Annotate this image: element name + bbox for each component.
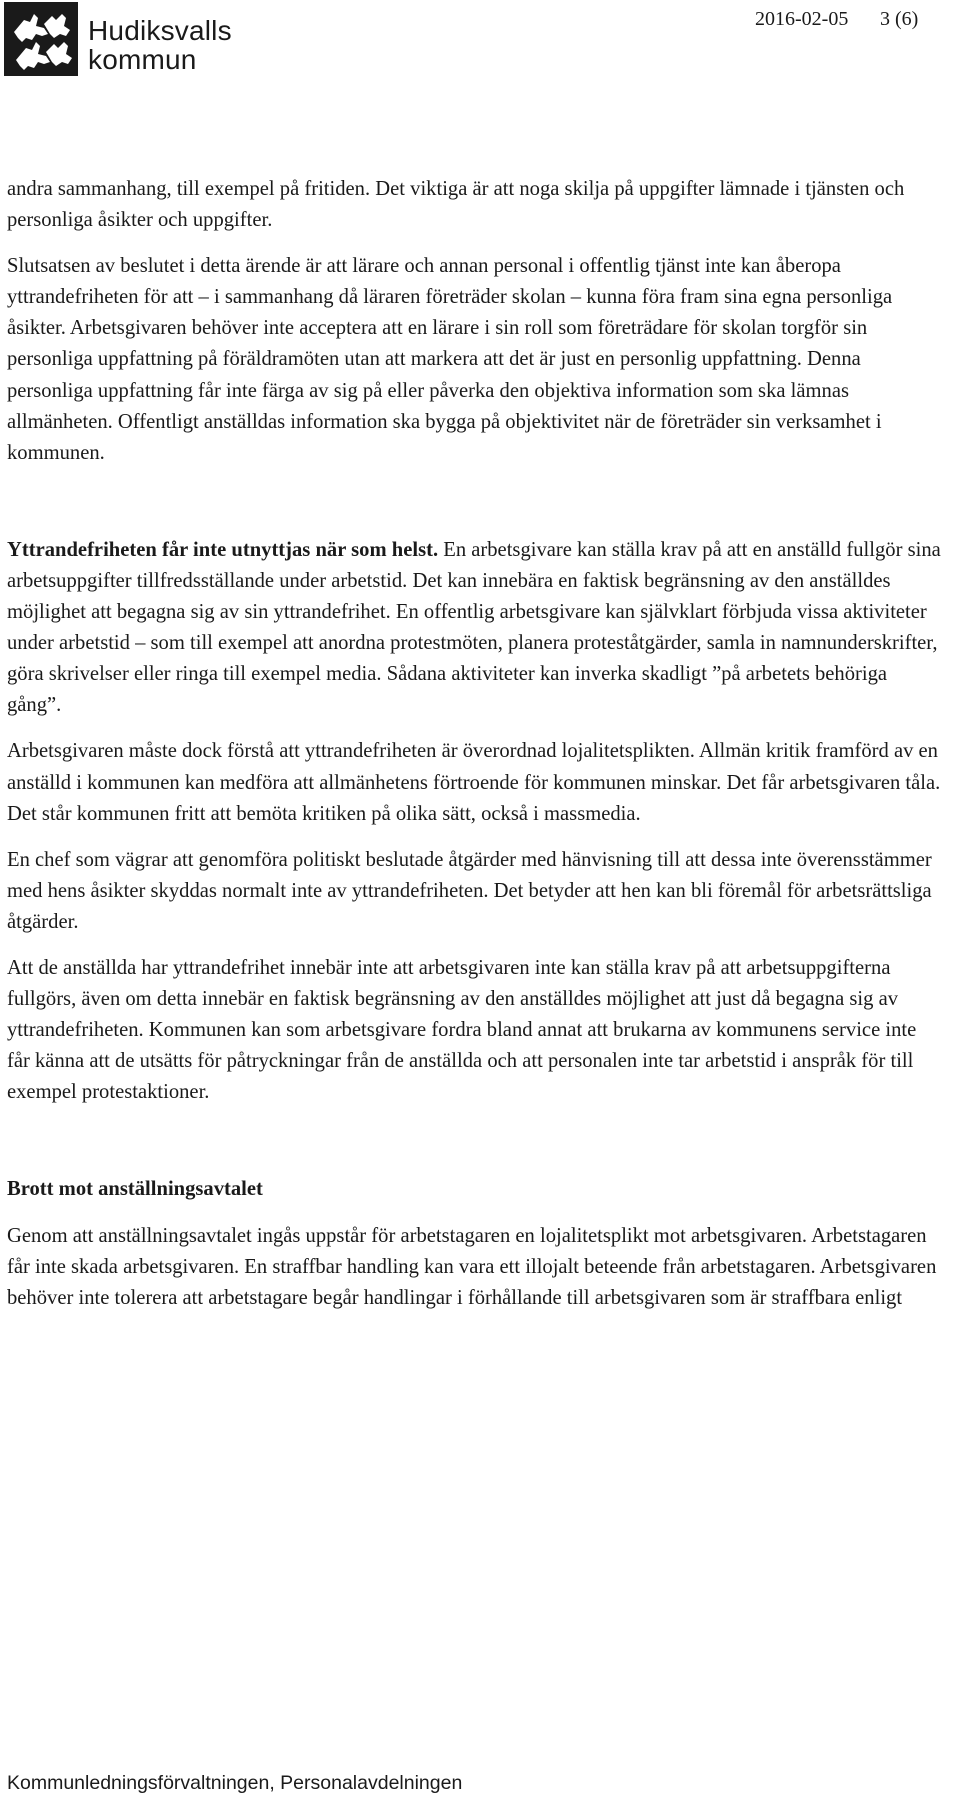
page-number: 3 (6)	[880, 8, 919, 30]
paragraph-1: andra sammanhang, till exempel på fritiden. Det viktiga är att noga skilja på uppgifter lämnade i tjänsten och personliga åsikter och uppgifter.	[7, 178, 905, 232]
logo-line-2: kommun	[88, 44, 197, 75]
coat-of-arms-icon	[4, 2, 78, 76]
paragraph-4: Arbetsgivaren måste dock förstå att yttrandefriheten är överordnad lojalitetsplikten. Allmän kritik framförd av en anställd i kommunen kan medföra att allmänhetens förtroende för kommunen minskar. Det får arbetsgivaren tåla. Det står kommunen fritt att bemöta kritiken på olika sätt, också i massmedia.	[7, 740, 941, 825]
paragraph-3	[7, 535, 942, 722]
paragraph-7: Genom att anställningsavtalet ingås uppstår för arbetstagaren en lojalitetsplikt mot arbetsgivaren. Arbetstagaren får inte skada arbetsgivaren. En straffbar handling kan vara ett illojalt beteende från arbetstagaren. Arbetsgivaren behöver inte tolerera att arbetstagare begår handlingar i förhållande till arbetsgivaren som är straffbara enligt	[7, 1224, 937, 1309]
document-date: 2016-02-05	[755, 8, 849, 30]
section-heading: Brott mot anställningsavtalet	[7, 1178, 263, 1201]
paragraph-2: Slutsatsen av beslutet i detta ärende är att lärare och annan personal i offentlig tjänst inte kan åberopa yttrandefriheten för att – i sammanhang då läraren företräder skolan – kunna föra fram sina egna personliga åsikter. Arbetsgivaren behöver inte acceptera att en lärare i sin roll som företrädare för skolan torgför sin personliga uppfattning på föräldramöten utan att markera att det är just en personlig uppfattning. Denna personliga uppfattning får inte färga av sig på eller påverka den objektiva information som ska lämnas allmänheten. Offentligt anställdas information ska bygga på objektivitet när de företräder sin verksamhet i kommunen.	[7, 255, 893, 464]
paragraph-3-body: En arbetsgivare kan ställa krav på att en anställd fullgör sina arbetsuppgifter tillfredsställande under arbetstid. Det kan innebära en faktisk begränsning av den anställdes möjlighet att begagna sig av sin yttrandefrihet. En offentlig arbetsgivare kan självklart förbjuda vissa aktiviteter under arbetstid – som till exempel att anordna protestmöten, planera proteståtgärder, samla in namnunderskrifter, göra skrivelser eller ringa till exempel media. Sådana aktiviteter kan inverka skadligt ”på arbetets behöriga gång”.	[7, 538, 941, 717]
paragraph-5: En chef som vägrar att genomföra politiskt beslutade åtgärder med hänvisning till att dessa inte överensstämmer med hens åsikter skyddas normalt inte av yttrandefriheten. Det betyder att hen kan bli föremål för arbetsrättsliga åtgärder.	[7, 848, 932, 933]
paragraph-3-lead: Yttrandefriheten får inte utnyttjas när som helst.	[7, 538, 439, 561]
page-footer: Kommunledningsförvaltningen, Personalavdelningen	[7, 1772, 463, 1794]
municipality-logo	[4, 2, 249, 76]
logo-text	[88, 16, 232, 74]
paragraph-6: Att de anställda har yttrandefrihet innebär inte att arbetsgivaren inte kan ställa krav på att arbetsuppgifterna fullgörs, även om detta innebär en faktisk begränsning av den anställdes möjlighet att just då begagna sig av yttrandefriheten. Kommunen kan som arbetsgivare fordra bland annat att brukarna av kommunens service inte får känna att de utsätts för påtryckningar från de anställda och att personalen inte tar arbetstid i anspråk för till exempel protestaktioner.	[7, 956, 917, 1104]
logo-line-1: Hudiksvalls	[88, 15, 232, 46]
document-body	[7, 174, 942, 1314]
